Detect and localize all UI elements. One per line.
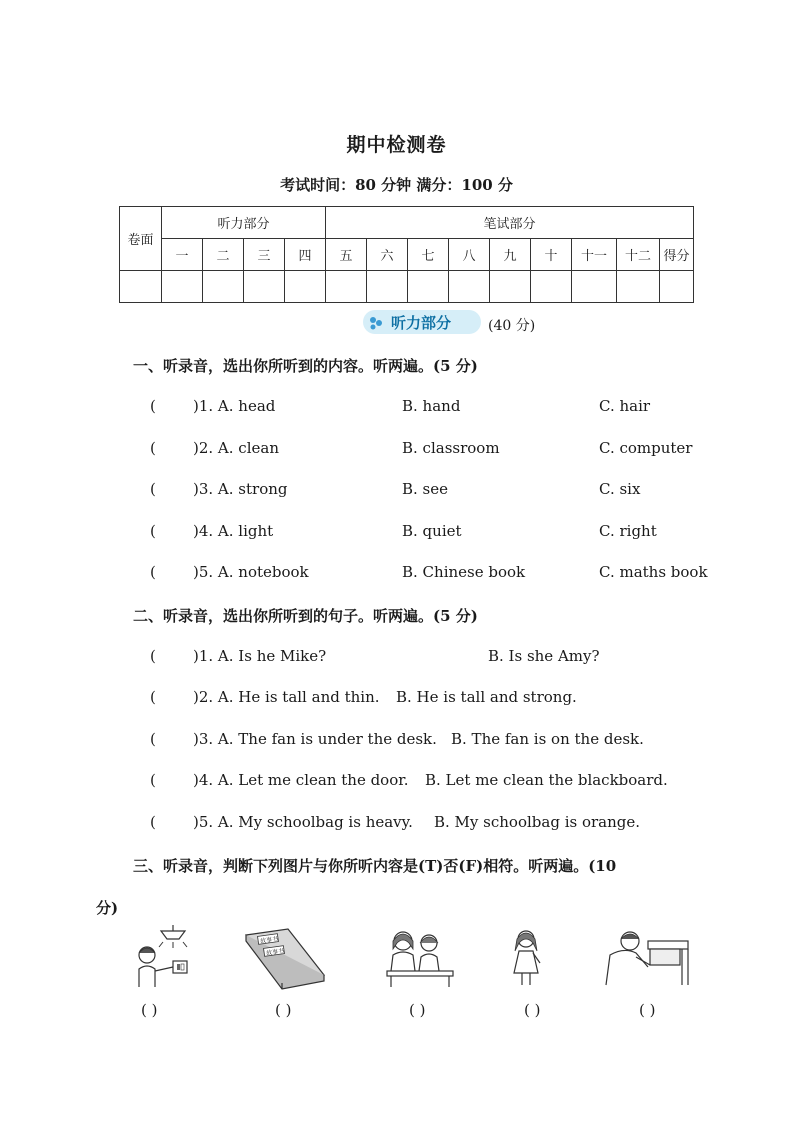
option-c: C. right [599,522,657,540]
option-c: C. computer [599,439,693,457]
score-cell[interactable] [244,271,285,303]
answer-paren[interactable]: ( [150,647,156,665]
col-header: 十一 [572,239,617,271]
col-header: 六 [367,239,408,271]
option-b: B. My schoolbag is orange. [434,813,641,831]
option-c: C. maths book [599,563,708,581]
option-b: B. The fan is on the desk. [451,730,644,748]
option-c: C. six [599,480,641,498]
col-header: 八 [449,239,490,271]
option-a: )5. A. My schoolbag is heavy. [193,813,413,831]
score-cell[interactable] [408,271,449,303]
section3-heading-cont: 分) [96,899,119,917]
answer-paren[interactable]: ( [150,813,156,831]
score-cell[interactable] [203,271,244,303]
answer-blank[interactable]: ( ) [141,1001,158,1019]
svg-text:故事书: 故事书 [265,947,285,958]
score-cell[interactable] [617,271,660,303]
col-header: 十二 [617,239,660,271]
svg-text:故事书: 故事书 [259,935,279,946]
girls-at-desk-icon [385,927,455,987]
score-cell[interactable] [490,271,531,303]
answer-paren[interactable]: ( [150,563,156,581]
books-icon [244,927,326,989]
option-b: B. classroom [402,439,500,457]
option-a: )4. A. Let me clean the door. [193,771,409,789]
score-cell[interactable] [572,271,617,303]
option-a: )3. A. strong [193,480,288,498]
answer-blank[interactable]: ( ) [275,1001,292,1019]
boy-cleaning-desk-icon [604,927,694,987]
option-b: B. hand [402,397,461,415]
answer-paren[interactable]: ( [150,730,156,748]
option-a: )1. A. head [193,397,276,415]
banner-label: 听力部分 [391,314,452,332]
option-a: )4. A. light [193,522,274,540]
listening-banner [363,310,481,334]
score-cell[interactable] [120,271,162,303]
option-a: )2. A. clean [193,439,279,457]
exam-info: 考试时间：80 分钟 满分：100 分 [280,176,513,194]
answer-paren[interactable]: ( [150,439,156,457]
answer-paren[interactable]: ( [150,522,156,540]
option-a: )2. A. He is tall and thin. [193,688,380,706]
section2-heading: 二、听录音，选出你所听到的句子。听两遍。(5 分) [133,607,478,625]
col-header: 一 [162,239,203,271]
score-cell[interactable] [285,271,326,303]
answer-paren[interactable]: ( [150,480,156,498]
option-a: )5. A. notebook [193,563,309,581]
total-header: 得分 [660,239,694,271]
option-b: B. quiet [402,522,462,540]
col-header: 九 [490,239,531,271]
score-cell[interactable] [326,271,367,303]
option-b: B. see [402,480,449,498]
col-header: 十 [531,239,572,271]
dots-icon [369,316,385,330]
col-header: 四 [285,239,326,271]
option-b: B. Is she Amy? [488,647,600,665]
banner-score: (40 分) [488,318,536,334]
row-label: 卷面 [120,207,162,271]
score-table [119,206,694,303]
score-cell[interactable] [367,271,408,303]
answer-paren[interactable]: ( [150,397,156,415]
score-cell[interactable] [531,271,572,303]
option-c: C. hair [599,397,651,415]
option-a: )3. A. The fan is under the desk. [193,730,437,748]
page-title: 期中检测卷 [346,134,447,156]
section3-heading: 三、听录音，判断下列图片与你所听内容是(T)否(F)相符。听两遍。(10 [133,857,617,875]
listening-header: 听力部分 [162,207,326,239]
col-header: 二 [203,239,244,271]
answer-paren[interactable]: ( [150,771,156,789]
answer-paren[interactable]: ( [150,688,156,706]
col-header: 五 [326,239,367,271]
option-b: B. Chinese book [402,563,526,581]
section1-heading: 一、听录音，选出你所听到的内容。听两遍。(5 分) [133,357,478,375]
writing-header: 笔试部分 [326,207,694,239]
score-cell[interactable] [162,271,203,303]
col-header: 三 [244,239,285,271]
answer-blank[interactable]: ( ) [409,1001,426,1019]
score-cell[interactable] [449,271,490,303]
score-cell[interactable] [660,271,694,303]
option-a: )1. A. Is he Mike? [193,647,327,665]
boy-turning-on-light-icon [133,925,193,987]
answer-blank[interactable]: ( ) [639,1001,656,1019]
option-b: B. He is tall and strong. [396,688,577,706]
col-header: 七 [408,239,449,271]
answer-blank[interactable]: ( ) [524,1001,541,1019]
girl-standing-icon [510,927,544,987]
option-b: B. Let me clean the blackboard. [425,771,668,789]
